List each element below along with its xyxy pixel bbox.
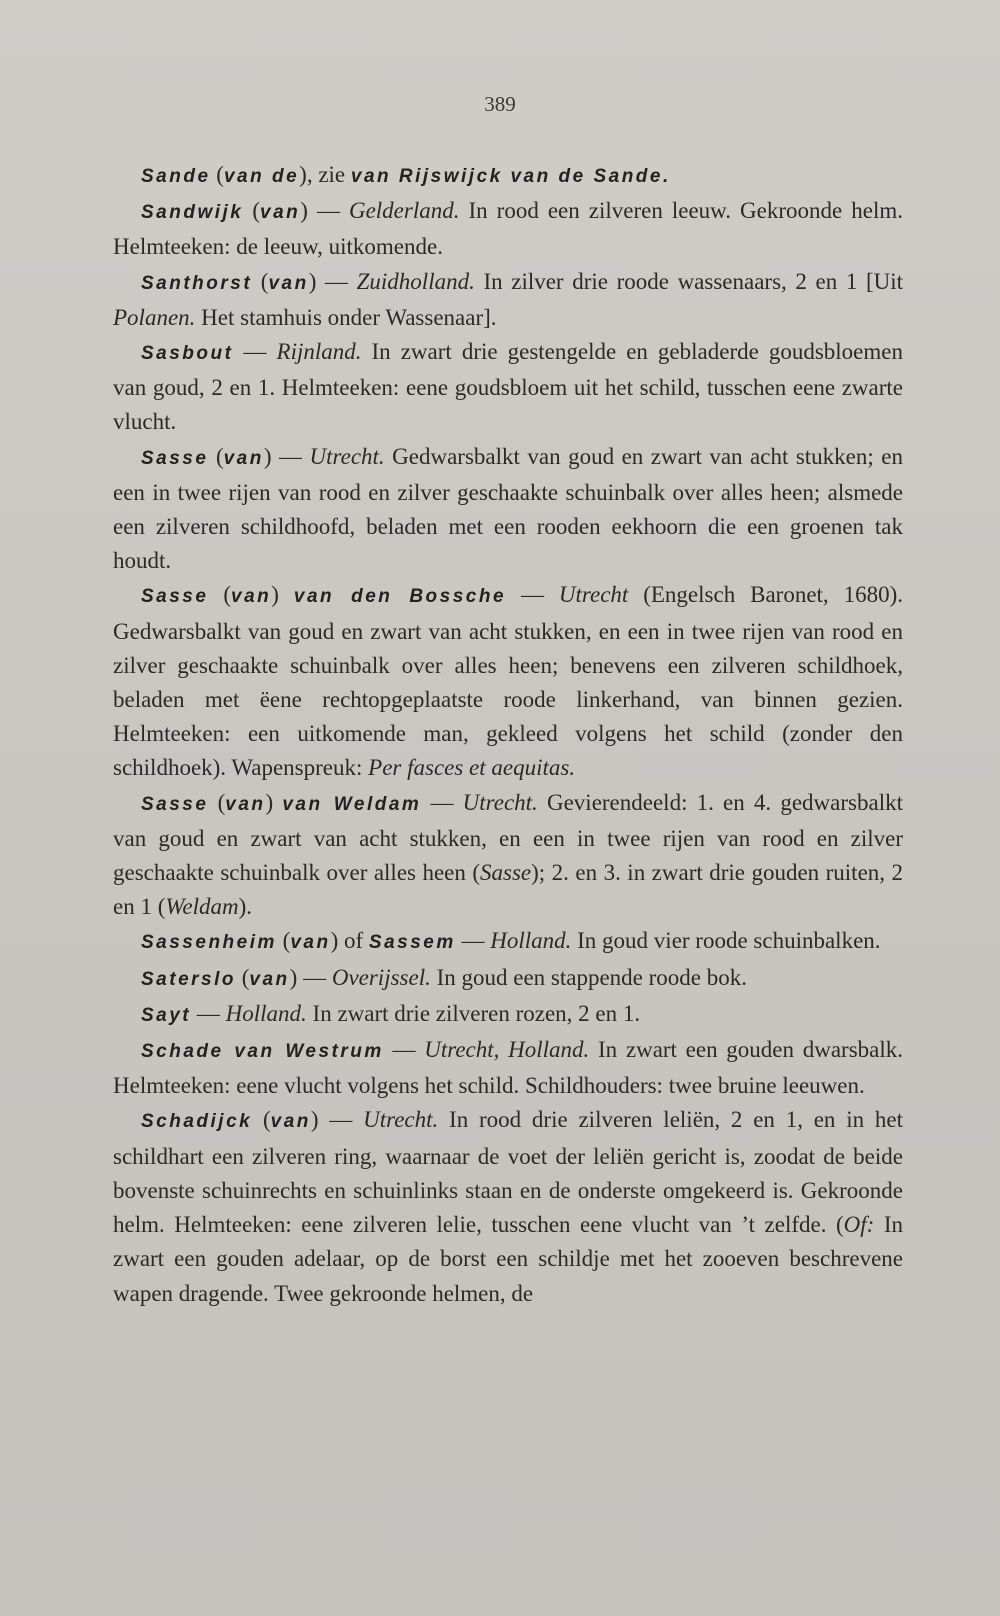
entry-santhorst <box>113 265 903 335</box>
family-name: Schade van Westrum <box>141 1041 384 1063</box>
family-name: Sayt <box>141 1004 192 1026</box>
place-name: Utrecht, Holland. <box>424 1037 590 1063</box>
entry-text: ) — <box>289 964 332 990</box>
entry-text: ( <box>243 198 261 224</box>
entry-text: — <box>421 789 463 815</box>
place-name: Weldam <box>165 894 239 920</box>
entry-text: ) — <box>310 1107 364 1133</box>
entry-text: ) — <box>263 443 310 469</box>
entry-sayt <box>113 997 903 1033</box>
entry-text: — <box>506 582 559 608</box>
place-name: Utrecht <box>558 582 629 608</box>
family-name: Sande <box>141 166 211 187</box>
family-name: van <box>270 1111 311 1133</box>
entry-text: ) <box>265 789 283 815</box>
family-name: Santhorst <box>141 272 253 294</box>
page-body <box>113 158 903 1311</box>
entry-text: ( <box>252 1107 271 1133</box>
entry-sandwijk <box>113 194 903 264</box>
place-name: Utrecht. <box>363 1107 439 1133</box>
entry-text: ( <box>208 582 232 608</box>
family-name: van <box>268 272 309 294</box>
family-name: van <box>231 586 272 608</box>
place-name: Zuidholland. <box>356 268 475 294</box>
family-name: van <box>249 968 290 990</box>
entry-text: ) <box>271 582 294 608</box>
family-name: Sassem <box>368 932 456 954</box>
family-name: Sasse <box>141 793 209 815</box>
family-name: Sandwijk <box>141 202 244 224</box>
entry-text: ), zie <box>299 162 351 187</box>
entry-text: ( <box>235 964 250 990</box>
entry-text: ( <box>210 162 224 187</box>
entry-text: ). <box>238 894 253 920</box>
entry-text: ); 2. en 3. in zwart drie gouden ruiten, 2 en 1 ( <box>113 860 904 920</box>
entry-sasse-bossche <box>113 578 903 785</box>
family-name: Schadijck <box>141 1111 253 1133</box>
family-name: Sasse <box>141 447 209 469</box>
entry-text: ( <box>208 789 226 815</box>
family-name: Saterslo <box>141 968 236 990</box>
entry-sasbout <box>113 335 903 440</box>
entry-schade <box>113 1033 903 1103</box>
entry-text: ( <box>252 268 269 294</box>
place-name: Utrecht. <box>309 443 385 469</box>
entry-text: ( <box>208 443 224 469</box>
family-name: Sassenheim <box>141 932 277 954</box>
family-name: van <box>225 793 266 815</box>
place-name: Of: <box>843 1212 875 1238</box>
family-name: van den Bossche <box>293 586 507 608</box>
entry-text: — <box>383 1037 425 1063</box>
entry-sterslo <box>113 961 903 997</box>
place-name: Holland. <box>490 928 572 954</box>
entry-text: ) of <box>330 928 369 954</box>
entry-text: — <box>455 928 491 954</box>
entry-text: ) — <box>308 268 357 294</box>
entry-sande <box>113 158 903 194</box>
entry-schadijck <box>113 1103 903 1310</box>
entry-text: In zwart drie gestengelde en gebladerde goudsbloemen van goud, 2 en 1. Helmteeken: eene goudsbloem uit het schild, tusschen eene zwarte vlucht. <box>113 339 903 435</box>
entry-sasse <box>113 440 903 579</box>
entry-text: — <box>191 1000 226 1026</box>
entry-text: Gedwarsbalkt van goud en zwart van acht stukken; en een in twee rijen van rood en zilver geschaakte schuinbalk over alles heen; alsmede een zilveren schildhoofd, beladen met een rooden eekhoorn die een groenen tak houdt. <box>113 443 903 574</box>
entry-text: Gevierendeeld: 1. en 4. gedwarsbalkt van goud en zwart van acht stukken, en een in twee rijen van rood en zilver geschaakte schuinbalk over alles heen ( <box>113 789 903 886</box>
family-name: van <box>290 932 331 954</box>
entry-text: In zwart een gouden dwarsbalk. Helmteeken: eene vlucht volgens het schild. Schildhouders: twee bruine leeuwen. <box>113 1037 904 1099</box>
place-name: Holland. <box>225 1000 307 1026</box>
entry-text: ( <box>276 928 291 954</box>
entry-text: — <box>233 339 277 365</box>
family-name: Sasse <box>141 586 209 608</box>
family-name: van <box>223 447 264 469</box>
place-name: Gelderland. <box>348 198 460 224</box>
entry-text: In zwart drie zilveren rozen, 2 en 1. <box>306 1000 641 1026</box>
entry-text: In rood drie zilveren leliën, 2 en 1, en in het schildhart een zilveren ring, waarnaar de voet der leliën gericht is, zoodat de beide bovenste schuinrechts en schuinlinks staan en de onderste omgekeerd is. Gekroonde helm. Helmteeken: eene zilveren lelie, tusschen eene vlucht van ’t zelfde. ( <box>113 1107 903 1238</box>
entry-sasse-weldam <box>113 786 903 925</box>
place-name: Rijnland. <box>276 339 362 365</box>
place-name: Sasse <box>480 860 532 886</box>
entry-text: ) — <box>300 198 349 224</box>
entry-text: Het stamhuis onder Wassenaar]. <box>195 304 497 330</box>
place-name: Polanen. <box>113 304 196 330</box>
place-name: Utrecht. <box>462 789 538 815</box>
motto: Per fasces et aequitas. <box>368 755 576 781</box>
entry-text: In goud een stappende roode bok. <box>430 964 748 990</box>
entry-text: In zwart een gouden adelaar, op de borst een schildje met het zooeven beschrevene wapen dragende. Twee gekroonde helmen, de <box>113 1212 903 1306</box>
entry-text: In rood een zilveren leeuw. Gekroonde helm. Helmteeken: de leeuw, uitkomende. <box>113 198 903 260</box>
entry-text: In goud vier roode schuinbalken. <box>571 928 881 954</box>
page-number: 389 <box>484 92 516 116</box>
entry-text: In zilver drie roode wassenaars, 2 en 1 [Uit <box>474 268 903 294</box>
entry-sassenheim <box>113 924 903 960</box>
family-name: van de <box>223 166 300 187</box>
family-name: van <box>260 202 301 224</box>
family-name: van Rijswijck van de Sande. <box>350 166 671 187</box>
family-name: van Weldam <box>282 793 422 815</box>
entry-text: (Engelsch Baronet, 1680). Gedwarsbalkt van goud en zwart van acht stukken, en een in twee rijen van rood en zilver geschaakte schuinbalk over alles heen; benevens een zilveren schildhoek, beladen met ëene rechtopgeplaatste roode linkerhand, van binnen gezien. Helmteeken: een uitkomende man, gekleed volgens het schild (zonder den schildhoek). Wapenspreuk: <box>113 582 904 781</box>
family-name: Sasbout <box>141 343 234 365</box>
place-name: Overijssel. <box>331 964 431 990</box>
